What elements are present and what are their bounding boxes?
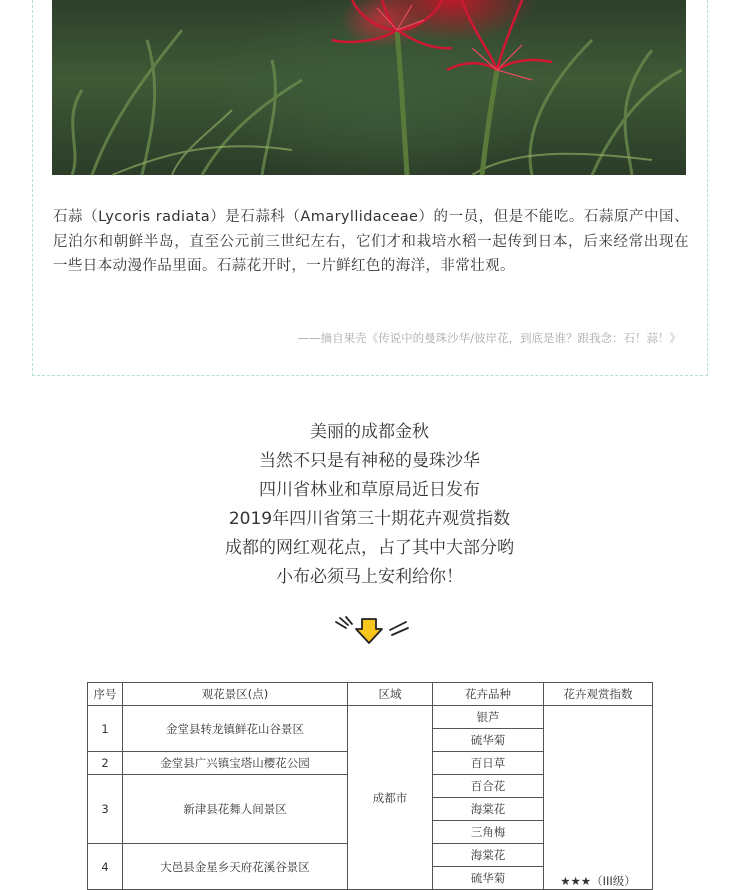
intro-line: 当然不只是有神秘的曼珠沙华 bbox=[259, 451, 480, 471]
row-place: 金堂县广兴镇宝塔山樱花公园 bbox=[123, 752, 348, 775]
header-region: 区域 bbox=[348, 683, 433, 706]
row-flower: 海棠花 bbox=[433, 798, 544, 821]
intro-lines bbox=[0, 418, 739, 592]
intro-line: 美丽的成都金秋 bbox=[310, 422, 429, 442]
row-number: 3 bbox=[88, 775, 123, 844]
row-number: 1 bbox=[88, 706, 123, 752]
header-number: 序号 bbox=[88, 683, 123, 706]
intro-line: 小布必须马上安利给你！ bbox=[276, 567, 463, 587]
row-place: 新津县花舞人间景区 bbox=[123, 775, 348, 844]
row-flower: 三角梅 bbox=[433, 821, 544, 844]
row-flower: 硫华菊 bbox=[433, 867, 544, 890]
row-number: 4 bbox=[88, 844, 123, 890]
row-flower: 百合花 bbox=[433, 775, 544, 798]
down-arrow-icon bbox=[334, 616, 410, 646]
row-flower: 海棠花 bbox=[433, 844, 544, 867]
intro-line: 四川省林业和草原局近日发布 bbox=[259, 480, 480, 500]
row-flower: 银芦 bbox=[433, 706, 544, 729]
intro-line: 2019年四川省第三十期花卉观赏指数 bbox=[228, 509, 511, 529]
flower-index-table bbox=[87, 682, 653, 890]
table-header-row bbox=[88, 683, 653, 706]
header-flower: 花卉品种 bbox=[433, 683, 544, 706]
index-cell bbox=[544, 706, 653, 890]
row-flower: 百日草 bbox=[433, 752, 544, 775]
index-value: ★★★（III级） bbox=[560, 874, 636, 888]
red-spider-lily-photo bbox=[52, 0, 686, 175]
row-place: 大邑县金星乡天府花溪谷景区 bbox=[123, 844, 348, 890]
row-place: 金堂县转龙镇鲜花山谷景区 bbox=[123, 706, 348, 752]
row-flower: 硫华菊 bbox=[433, 729, 544, 752]
article-paragraph: 石蒜（Lycoris radiata）是石蒜科（Amaryllidaceae）的一员，但是不能吃。石蒜原产中国、尼泊尔和朝鲜半岛，直至公元前三世纪左右，它们才和栽培水稻一起传到日本，后来经常出现在一些日本动漫作品里面。石蒜花开时，一片鲜红色的海洋，非常壮观。 bbox=[53, 209, 689, 274]
table-row bbox=[88, 706, 653, 729]
header-place: 观花景区(点) bbox=[123, 683, 348, 706]
header-index: 花卉观赏指数 bbox=[544, 683, 653, 706]
region-cell: 成都市 bbox=[348, 706, 433, 890]
intro-line: 成都的网红观花点，占了其中大部分哟 bbox=[225, 538, 514, 558]
row-number: 2 bbox=[88, 752, 123, 775]
quote-attribution: ——摘自果壳《传说中的曼珠沙华/彼岸花，到底是谁？跟我念：石！蒜！》 bbox=[297, 331, 681, 345]
